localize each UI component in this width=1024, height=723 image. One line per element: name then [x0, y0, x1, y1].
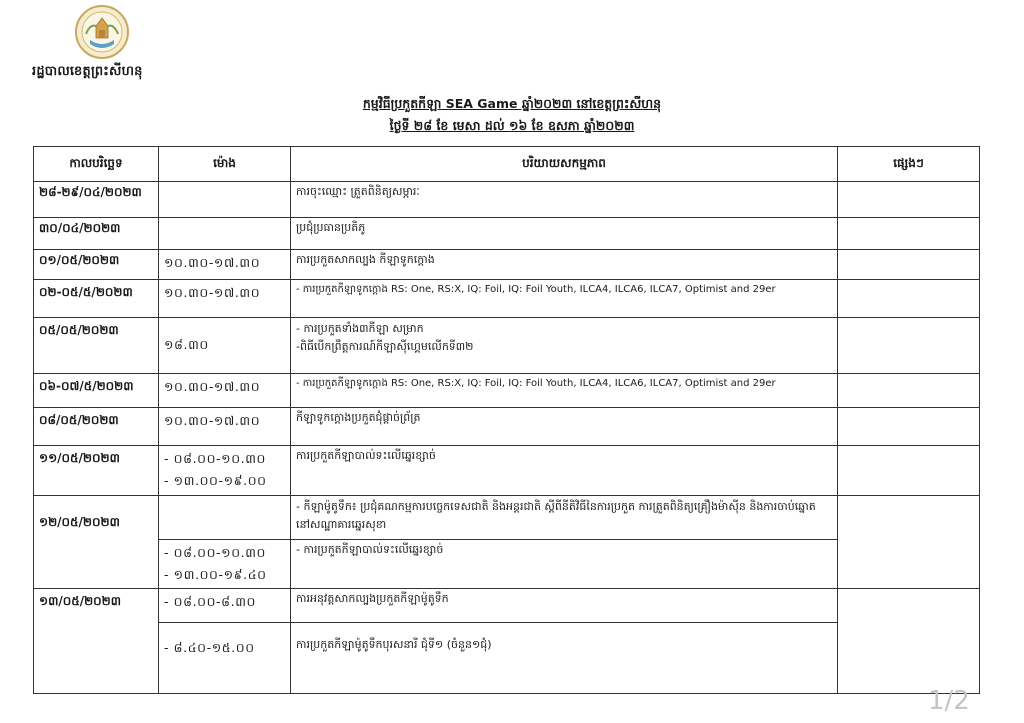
row-other	[838, 446, 980, 496]
row-date: ៣០/០៤/២០២៣	[34, 218, 159, 250]
header-other: ផ្សេងៗ	[838, 147, 980, 182]
header-time: ម៉ោង	[159, 147, 291, 182]
table-row	[34, 182, 980, 218]
row-time: - ៨.៤០-១៥.០០	[159, 623, 291, 694]
table-row	[34, 374, 980, 408]
row-date: ១២/០៥/២០២៣	[34, 496, 159, 589]
row-description	[291, 318, 838, 374]
row-description: - ការប្រកួតកីឡាទូកក្ដោង RS: One, RS:X, IQ: Foil, IQ: Foil Youth, ILCA4, ILCA6, ILCA7, Optimist and 29er	[291, 374, 838, 408]
province-seal-logo	[74, 4, 130, 60]
row-time	[159, 182, 291, 218]
time-slot: - ០៨.០០-១០.៣០	[164, 545, 266, 560]
row-other	[838, 589, 980, 694]
table-row	[34, 589, 980, 623]
table-row	[34, 408, 980, 446]
row-time: ១០.៣០-១៧.៣០	[159, 408, 291, 446]
row-description: ការអនុវត្តសាកល្បងប្រកួតកីឡាម៉ូតូទឹក	[291, 589, 838, 623]
row-date: ០៨/០៥/២០២៣	[34, 408, 159, 446]
header-description: បរិយាយសកម្មភាព	[291, 147, 838, 182]
row-date: ០៦-០៧/៥/២០២៣	[34, 374, 159, 408]
row-other	[838, 374, 980, 408]
page-indicator: 1/2	[928, 686, 970, 716]
row-time: ១០.៣០-១៧.៣០	[159, 250, 291, 280]
description-line: - ការប្រកួតទាំង៣កីឡា សម្រាក	[296, 322, 424, 335]
row-description: - ការប្រកួតកីឡាបាល់ទះលើឆ្នេរខ្សាច់	[291, 540, 838, 589]
table-row	[34, 318, 980, 374]
document-date-range: ថ្ងៃទី ២៨ ខែ មេសា ដល់ ១៦ ខែ ឧសភា ឆ្នាំ២០២៣	[389, 118, 635, 133]
row-date: ០១/០៥/២០២៣	[34, 250, 159, 280]
row-date: ០២-០៥/៥/២០២៣	[34, 280, 159, 318]
table-row	[34, 496, 980, 540]
row-time: - ០៨.០០-៨.៣០	[159, 589, 291, 623]
row-other	[838, 182, 980, 218]
header-date: កាលបរិច្ឆេទ	[34, 147, 159, 182]
row-date: ២៨-២៩/០៤/២០២៣	[34, 182, 159, 218]
row-other	[838, 218, 980, 250]
row-description: - ការប្រកួតកីឡាទូកក្ដោង RS: One, RS:X, IQ: Foil, IQ: Foil Youth, ILCA4, ILCA6, ILCA7, Optimist and 29er	[291, 280, 838, 318]
table-row	[34, 446, 980, 496]
row-time	[159, 496, 291, 540]
row-other	[838, 318, 980, 374]
table-row	[34, 280, 980, 318]
row-time: ១០.៣០-១៧.៣០	[159, 280, 291, 318]
row-date: ១៣/០៥/២០២៣	[34, 589, 159, 694]
document-title: កម្មវិធីប្រកួតកីឡា SEA Game ឆ្នាំ២០២៣ នៅខេត្តព្រះសីហនុ	[362, 96, 662, 111]
row-description	[291, 496, 838, 540]
description-line: -ពិធីបើកព្រឹត្តការណ៍កីឡាស៊ីហ្គេមលើកទី៣២	[296, 340, 474, 353]
row-description: ការប្រកួតសាកល្បង កីឡាទូកក្ដោង	[291, 250, 838, 280]
row-other	[838, 280, 980, 318]
row-description: ប្រជុំប្រធានប្រតិភូ	[291, 218, 838, 250]
row-time: ១០.៣០-១៧.៣០	[159, 374, 291, 408]
row-description: កីឡាទូកក្ដោងប្រកួតជុំផ្ដាច់ព្រ័ត្រ	[291, 408, 838, 446]
time-slot: - ១៣.០០-១៩.៤០	[164, 567, 267, 582]
row-other	[838, 408, 980, 446]
table-header-row	[34, 147, 980, 182]
table-row	[34, 218, 980, 250]
schedule-table	[33, 146, 980, 694]
row-time: ១៨.៣០	[159, 318, 291, 374]
table-row	[34, 250, 980, 280]
row-description: ការប្រកួតកីឡាបាល់ទះលើឆ្នេរខ្សាច់	[291, 446, 838, 496]
row-other	[838, 250, 980, 280]
row-description: ការប្រកួតកីឡាម៉ូតូទឹកបុរសនារី ជុំទី១ (ចំនួន១ជុំ)	[291, 623, 838, 694]
row-other	[838, 496, 980, 589]
row-time	[159, 218, 291, 250]
row-description: ការចុះឈ្មោះ ត្រួតពិនិត្យសម្ភារៈ	[291, 182, 838, 218]
row-date: ១១/០៥/២០២៣	[34, 446, 159, 496]
row-time	[159, 540, 291, 589]
row-date: ០៥/០៥/២០២៣	[34, 318, 159, 374]
row-time	[159, 446, 291, 496]
time-slot: - ១៣.០០-១៩.០០	[164, 473, 267, 488]
organization-name: រដ្ឋបាលខេត្តព្រះសីហនុ	[32, 64, 143, 79]
time-slot: - ០៨.០០-១០.៣០	[164, 451, 266, 466]
description-text: - កីឡាម៉ូតូទឹក៖ ប្រជុំគណកម្មការបច្ចេកទេសជាតិ និងអន្តរជាតិ ស្ដីពីនីតិវិធីនៃការប្រកួត ការត្រួតពិនិត្យគ្រឿងម៉ាស៊ីន និងការចាប់ឆ្នោត នៅសណ្ឋាគារឆ្នេរសុខា	[296, 500, 816, 531]
